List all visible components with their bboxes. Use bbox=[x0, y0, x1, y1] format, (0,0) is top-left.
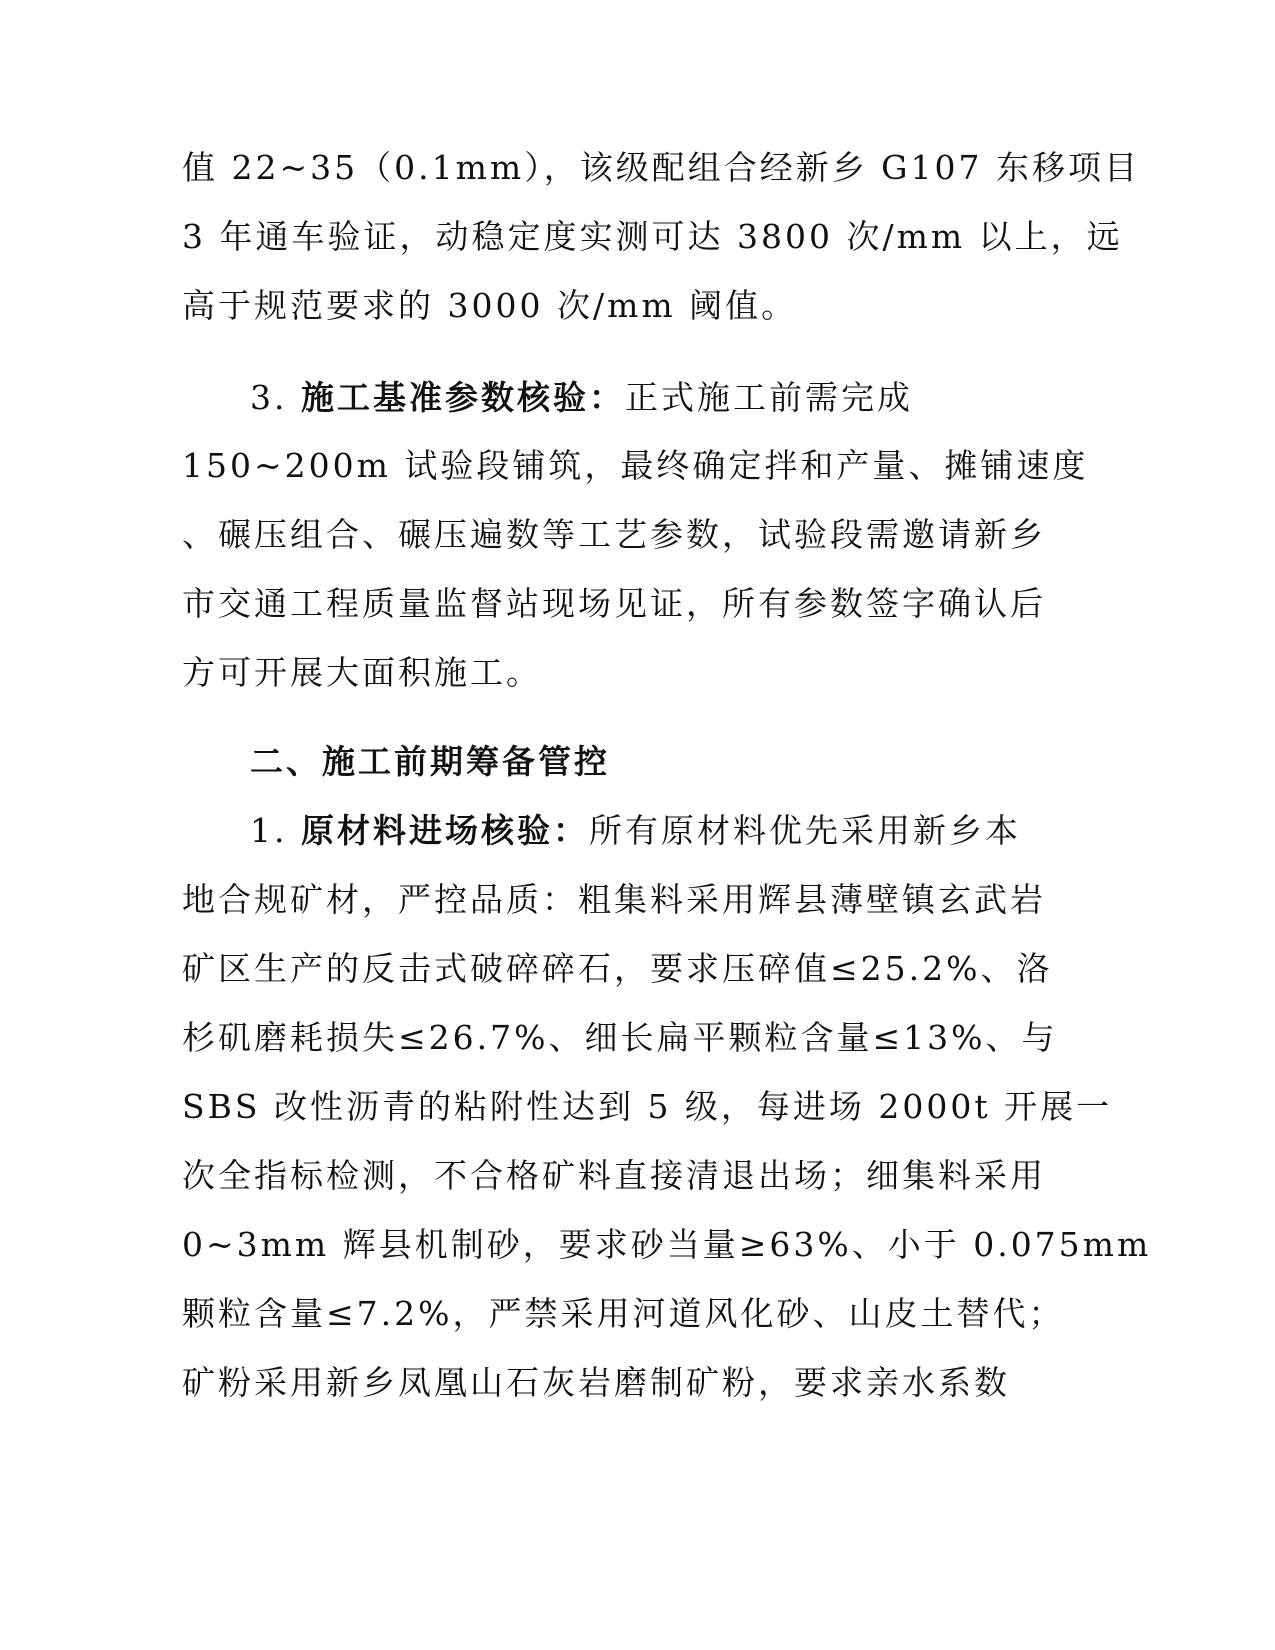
item-3-text: 正式施工前需完成 bbox=[625, 378, 913, 417]
text-line: 高于规范要求的 3000 次/mm 阈值。 bbox=[182, 286, 798, 325]
text-line: 3 年通车验证，动稳定度实测可达 3800 次/mm 以上，远 bbox=[182, 217, 1123, 256]
text-line: 次全指标检测，不合格矿料直接清退出场；细集料采用 bbox=[182, 1156, 1046, 1195]
text-line: 颗粒含量≤7.2%，严禁采用河道风化砂、山皮土替代； bbox=[182, 1294, 1065, 1333]
text-line: 0~3mm 辉县机制砂，要求砂当量≥63%、小于 0.075mm bbox=[182, 1225, 1152, 1264]
item-1-number: 1. bbox=[250, 811, 288, 850]
text-line: 矿粉采用新乡凤凰山石灰岩磨制矿粉，要求亲水系数 bbox=[182, 1363, 1010, 1402]
text-line: 值 22~35（0.1mm），该级配组合经新乡 G107 东移项目 bbox=[182, 148, 1141, 187]
item-3-title: 施工基准参数核验： bbox=[301, 378, 625, 417]
text-line: 市交通工程质量监督站现场见证，所有参数签字确认后 bbox=[182, 584, 1046, 623]
item-1-text: 所有原材料优先采用新乡本 bbox=[589, 811, 1021, 850]
text-line: SBS 改性沥青的粘附性达到 5 级，每进场 2000t 开展一 bbox=[182, 1087, 1113, 1126]
text-line: 杉矶磨耗损失≤26.7%、细长扁平颗粒含量≤13%、与 bbox=[182, 1018, 1058, 1057]
section-2-heading: 二、施工前期筹备管控 bbox=[250, 742, 610, 781]
text-line: 150~200m 试验段铺筑，最终确定拌和产量、摊铺速度 bbox=[182, 446, 1089, 485]
item-1-title: 原材料进场核验： bbox=[301, 811, 589, 850]
item-1-heading-line bbox=[250, 803, 1170, 859]
item-3-heading-line bbox=[250, 370, 1170, 426]
text-line: 方可开展大面积施工。 bbox=[182, 653, 542, 692]
text-line: 、碾压组合、碾压遍数等工艺参数，试验段需邀请新乡 bbox=[182, 515, 1046, 554]
text-line: 矿区生产的反击式破碎碎石，要求压碎值≤25.2%、洛 bbox=[182, 949, 1053, 988]
item-3-number: 3. bbox=[250, 378, 288, 417]
text-line: 地合规矿材，严控品质：粗集料采用辉县薄壁镇玄武岩 bbox=[182, 880, 1046, 919]
